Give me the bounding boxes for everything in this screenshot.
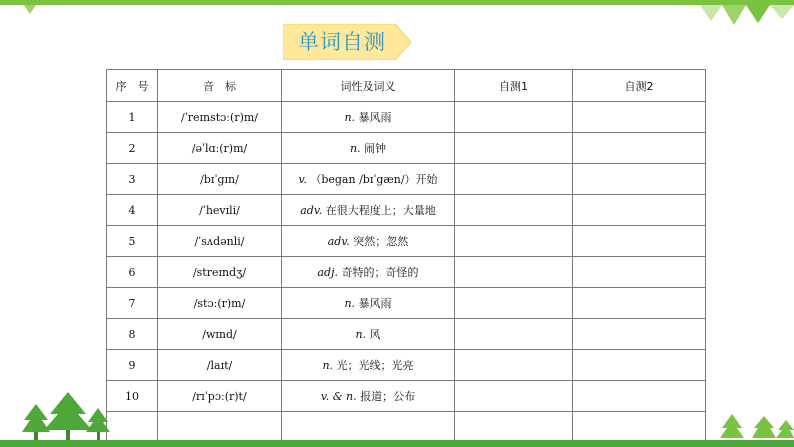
header-number: 序 号 xyxy=(107,70,158,102)
row-meaning xyxy=(282,195,455,226)
part-of-speech: n. xyxy=(322,359,334,372)
top-accent-bar xyxy=(0,0,794,5)
row-test1-cell xyxy=(455,195,573,226)
table-header-row xyxy=(107,70,706,102)
part-of-speech: adv. xyxy=(300,204,323,217)
partial-cell xyxy=(573,412,706,443)
title-banner xyxy=(283,24,413,60)
part-of-speech: adv. xyxy=(327,235,350,248)
part-of-speech: v. xyxy=(298,173,307,186)
row-test1-cell xyxy=(455,257,573,288)
table-row-partial xyxy=(107,412,706,443)
row-test2-cell xyxy=(573,195,706,226)
row-number: 4 xyxy=(107,195,158,226)
word-meaning: （began /bɪˈgæn/）开始 xyxy=(310,173,438,186)
row-meaning xyxy=(282,319,455,350)
row-number: 3 xyxy=(107,164,158,195)
header-test2: 自测2 xyxy=(573,70,706,102)
row-phonetic: /bɪˈgɪn/ xyxy=(158,164,282,195)
row-test2-cell xyxy=(573,381,706,412)
row-phonetic: /ˈreɪnstɔː(r)m/ xyxy=(158,102,282,133)
row-meaning xyxy=(282,257,455,288)
row-number: 2 xyxy=(107,133,158,164)
row-phonetic: /ˈhevɪli/ xyxy=(158,195,282,226)
row-test2-cell xyxy=(573,226,706,257)
row-phonetic: /rɪˈpɔː(r)t/ xyxy=(158,381,282,412)
table-row xyxy=(107,288,706,319)
header-test1: 自测1 xyxy=(455,70,573,102)
row-test2-cell xyxy=(573,350,706,381)
partial-cell xyxy=(282,412,455,443)
header-meaning: 词性及词义 xyxy=(282,70,455,102)
vocabulary-table xyxy=(106,69,706,443)
part-of-speech: n. xyxy=(344,297,356,310)
row-test2-cell xyxy=(573,257,706,288)
header-phonetic: 音 标 xyxy=(158,70,282,102)
table-row xyxy=(107,195,706,226)
row-number: 1 xyxy=(107,102,158,133)
word-meaning: 光；光线；光亮 xyxy=(336,359,414,372)
row-test2-cell xyxy=(573,133,706,164)
row-test2-cell xyxy=(573,319,706,350)
word-meaning: 闹钟 xyxy=(364,142,387,155)
row-meaning xyxy=(282,350,455,381)
row-number: 7 xyxy=(107,288,158,319)
table-row xyxy=(107,102,706,133)
table-row xyxy=(107,381,706,412)
row-test2-cell xyxy=(573,102,706,133)
word-meaning: 暴风雨 xyxy=(358,297,392,310)
row-test2-cell xyxy=(573,164,706,195)
row-test1-cell xyxy=(455,226,573,257)
partial-cell xyxy=(107,412,158,443)
table-row xyxy=(107,133,706,164)
row-test1-cell xyxy=(455,133,573,164)
row-number: 6 xyxy=(107,257,158,288)
part-of-speech: v. & n. xyxy=(320,390,357,403)
triangle-decoration-left xyxy=(8,5,56,17)
row-phonetic: /streɪndʒ/ xyxy=(158,257,282,288)
row-meaning xyxy=(282,226,455,257)
row-number: 8 xyxy=(107,319,158,350)
row-test1-cell xyxy=(455,381,573,412)
row-test1-cell xyxy=(455,288,573,319)
row-phonetic: /əˈlɑː(r)m/ xyxy=(158,133,282,164)
table-row xyxy=(107,226,706,257)
partial-cell xyxy=(158,412,282,443)
part-of-speech: n. xyxy=(349,142,361,155)
row-test2-cell xyxy=(573,288,706,319)
part-of-speech: n. xyxy=(344,111,356,124)
bottom-accent-bar xyxy=(0,440,794,447)
row-phonetic: /stɔː(r)m/ xyxy=(158,288,282,319)
row-phonetic: /ˈsʌdənli/ xyxy=(158,226,282,257)
table-row xyxy=(107,257,706,288)
row-test1-cell xyxy=(455,164,573,195)
row-meaning xyxy=(282,164,455,195)
triangle-decoration-right xyxy=(700,5,794,27)
row-phonetic: /laɪt/ xyxy=(158,350,282,381)
table-row xyxy=(107,319,706,350)
row-number: 5 xyxy=(107,226,158,257)
row-meaning xyxy=(282,288,455,319)
tree-decoration-right xyxy=(718,414,794,442)
row-meaning xyxy=(282,133,455,164)
word-meaning: 报道；公布 xyxy=(360,390,416,403)
row-phonetic: /wɪnd/ xyxy=(158,319,282,350)
part-of-speech: n. xyxy=(355,328,367,341)
page-title: 单词自测 xyxy=(298,30,386,54)
partial-cell xyxy=(455,412,573,443)
row-test1-cell xyxy=(455,102,573,133)
row-test1-cell xyxy=(455,319,573,350)
row-number: 9 xyxy=(107,350,158,381)
word-meaning: 风 xyxy=(369,328,381,341)
table-row xyxy=(107,164,706,195)
table-row xyxy=(107,350,706,381)
row-test1-cell xyxy=(455,350,573,381)
tree-decoration-left xyxy=(20,392,110,442)
row-meaning xyxy=(282,381,455,412)
word-meaning: 奇特的；奇怪的 xyxy=(341,266,419,279)
word-meaning: 暴风雨 xyxy=(358,111,392,124)
part-of-speech: adj. xyxy=(317,266,338,279)
row-meaning xyxy=(282,102,455,133)
word-meaning: 在很大程度上；大量地 xyxy=(325,204,436,217)
row-number: 10 xyxy=(107,381,158,412)
word-meaning: 突然；忽然 xyxy=(353,235,409,248)
